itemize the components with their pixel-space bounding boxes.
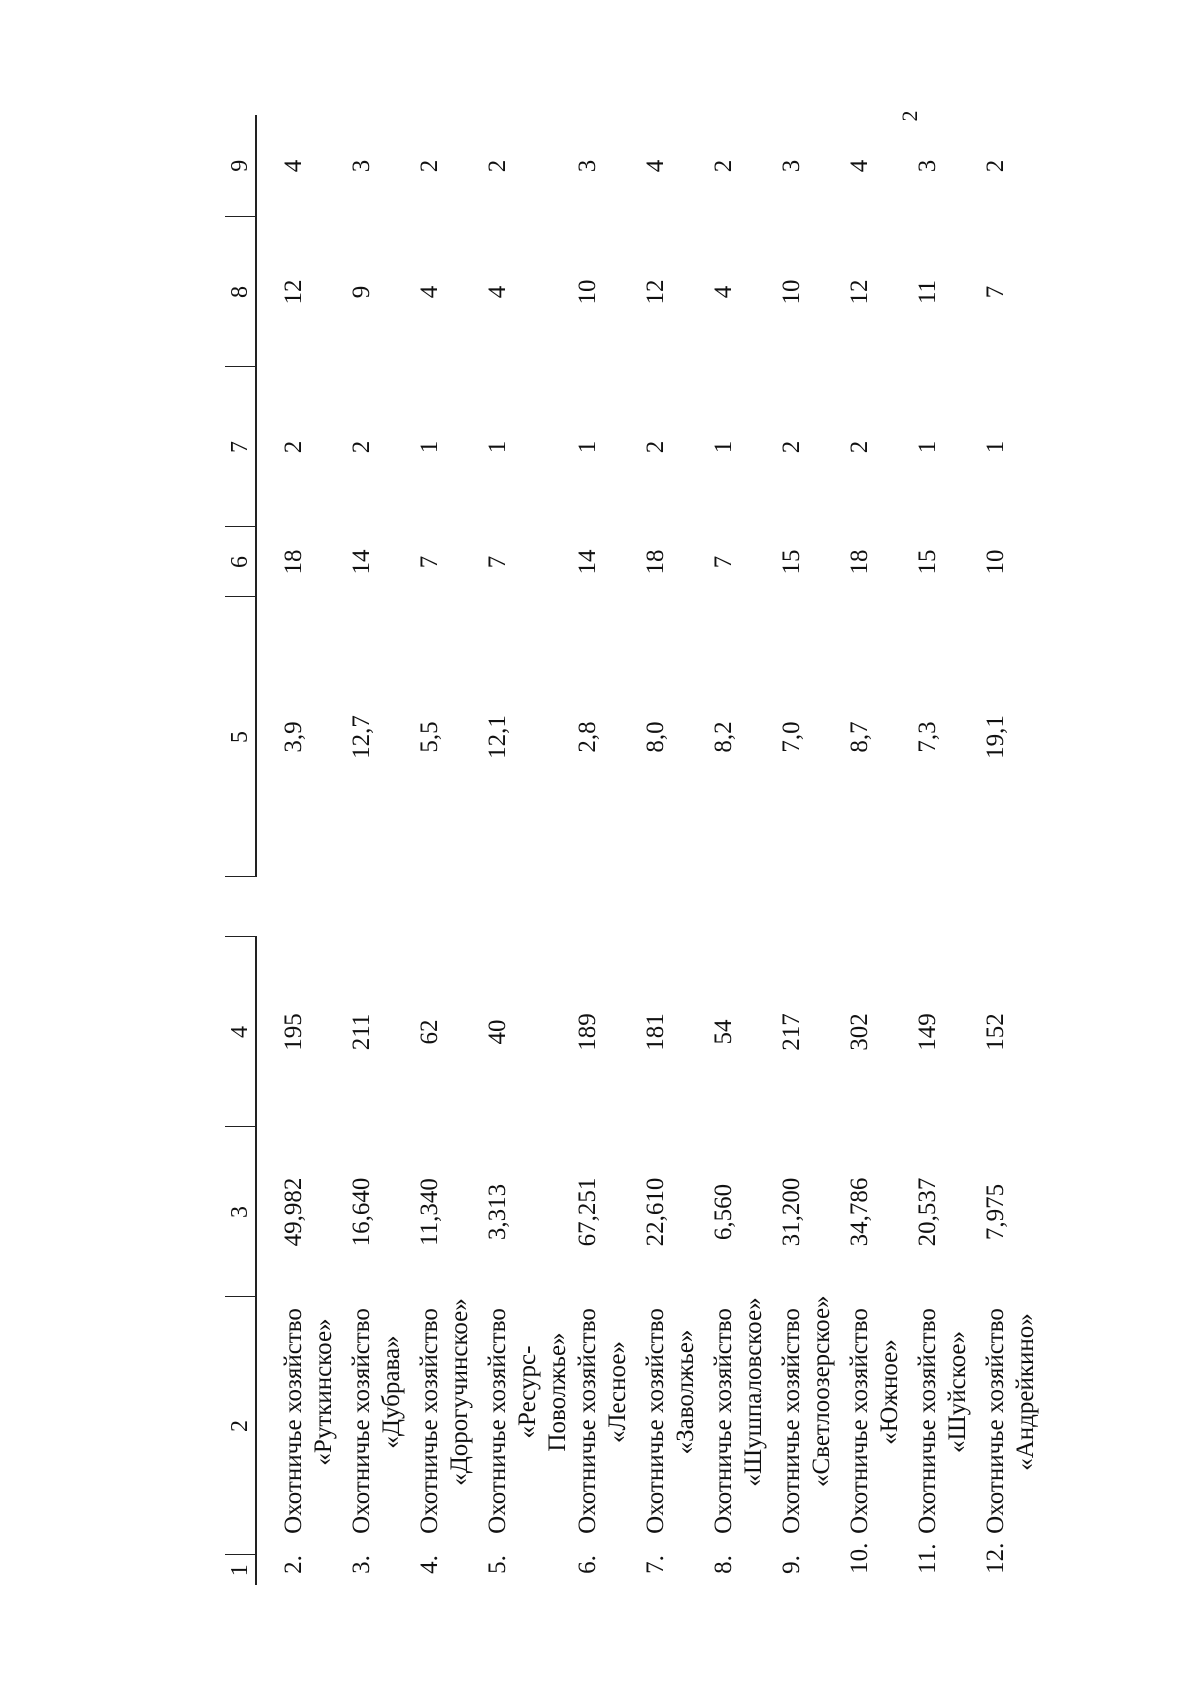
gap-cell: [573, 877, 641, 937]
col7-cell: 2: [642, 440, 669, 454]
farm-name-cell: [415, 1297, 483, 1585]
farm-name: «Руткинское»: [310, 1318, 337, 1466]
header-col-4: 4: [225, 937, 256, 1127]
farm-type: Охотничье хозяйство: [416, 1308, 443, 1534]
count-cell: 149: [914, 1013, 941, 1051]
area-cell: 11,340: [416, 1178, 443, 1246]
farm-type: Охотничье хозяйство: [710, 1308, 737, 1534]
area-cell: 31,200: [778, 1177, 805, 1247]
header-col-gap: [225, 877, 256, 937]
col7-cell: 1: [914, 440, 941, 454]
col9-cell: 2: [710, 159, 737, 173]
farm-type: Охотничье хозяйство: [280, 1308, 307, 1534]
col8-cell: 4: [710, 285, 737, 299]
farm-name: «Ресурс-Поволжье»: [514, 1332, 571, 1452]
gap-cell: [981, 877, 1049, 937]
header-row: [225, 115, 256, 1585]
gap-cell: [256, 877, 347, 937]
farm-type: Охотничье хозяйство: [484, 1308, 511, 1534]
farm-type: Охотничье хозяйство: [846, 1308, 873, 1534]
col7-cell: 1: [416, 440, 443, 454]
col6-cell: 7: [710, 555, 737, 569]
col6-cell: 14: [574, 549, 601, 575]
density-cell: 5,5: [416, 721, 443, 753]
col8-cell: 7: [982, 285, 1009, 299]
farm-name: «Заволжье»: [672, 1329, 699, 1455]
header-col-7: 7: [225, 367, 256, 527]
header-col-9: 9: [225, 115, 256, 217]
table-row: [709, 115, 777, 1585]
col8-cell: 12: [642, 279, 669, 305]
density-cell: 2,8: [574, 721, 601, 753]
col8-cell: 9: [348, 285, 375, 299]
header-col-1: 1: [225, 1555, 256, 1585]
row-index: 2.: [280, 1555, 307, 1574]
col8-cell: 4: [416, 285, 443, 299]
farm-name-cell: [777, 1297, 845, 1585]
count-cell: 195: [280, 1013, 307, 1051]
table-row: [347, 115, 415, 1585]
col9-cell: 3: [778, 159, 805, 173]
gap-cell: [483, 877, 573, 937]
area-cell: 67,251: [574, 1177, 601, 1247]
table-row: [415, 115, 483, 1585]
col7-cell: 1: [982, 440, 1009, 454]
col6-cell: 18: [280, 549, 307, 575]
table-row: [573, 115, 641, 1585]
header-col-6: 6: [225, 527, 256, 597]
gap-cell: [913, 877, 981, 937]
gap-cell: [415, 877, 483, 937]
density-cell: 8,2: [710, 721, 737, 753]
hunting-farms-table: [225, 115, 1049, 1585]
col6-cell: 14: [348, 549, 375, 575]
col6-cell: 15: [914, 549, 941, 575]
farm-name: «Шуйское»: [944, 1331, 971, 1453]
col9-cell: 3: [914, 159, 941, 173]
density-cell: 12,7: [348, 715, 375, 759]
col9-cell: 2: [416, 159, 443, 173]
count-cell: 302: [846, 1013, 873, 1051]
header-col-8: 8: [225, 217, 256, 367]
col7-cell: 2: [280, 440, 307, 454]
col6-cell: 10: [982, 549, 1009, 575]
farm-name-cell: [641, 1297, 709, 1585]
count-cell: 40: [484, 1019, 511, 1045]
density-cell: 7,3: [914, 721, 941, 753]
table-row: [777, 115, 845, 1585]
col6-cell: 18: [642, 549, 669, 575]
density-cell: 7,0: [778, 721, 805, 753]
table-body: [256, 115, 1049, 1585]
area-cell: 7,975: [982, 1183, 1009, 1241]
col9-cell: 2: [484, 159, 511, 173]
col6-cell: 15: [778, 549, 805, 575]
area-cell: 20,537: [914, 1177, 941, 1247]
farm-name: «Дорогучинское»: [446, 1298, 473, 1486]
rotated-table-container: [225, 115, 1039, 1585]
area-cell: 6,560: [710, 1183, 737, 1241]
farm-name-cell: [256, 1297, 347, 1585]
density-cell: 8,0: [642, 721, 669, 753]
area-cell: 3,313: [484, 1183, 511, 1241]
table-row: [845, 115, 913, 1585]
count-cell: 189: [574, 1013, 601, 1051]
page-number: 2: [897, 110, 922, 122]
table-row: [483, 115, 573, 1585]
col9-cell: 2: [982, 159, 1009, 173]
table-row: [981, 115, 1049, 1585]
farm-type: Охотничье хозяйство: [574, 1308, 601, 1534]
farm-name: «Светлоозерское»: [808, 1295, 835, 1487]
col6-cell: 7: [484, 555, 511, 569]
count-cell: 54: [710, 1019, 737, 1045]
density-cell: 3,9: [280, 721, 307, 753]
farm-name-cell: [347, 1297, 415, 1585]
count-cell: 152: [982, 1013, 1009, 1051]
col8-cell: 10: [778, 279, 805, 305]
col7-cell: 2: [846, 440, 873, 454]
col9-cell: 4: [280, 159, 307, 173]
row-index: 9.: [778, 1555, 805, 1574]
gap-cell: [641, 877, 709, 937]
gap-cell: [709, 877, 777, 937]
row-index: 3.: [348, 1555, 375, 1574]
count-cell: 62: [416, 1019, 443, 1045]
farm-type: Охотничье хозяйство: [642, 1308, 669, 1534]
col6-cell: 18: [846, 549, 873, 575]
header-col-2: 2: [225, 1297, 256, 1555]
col9-cell: 3: [574, 159, 601, 173]
col7-cell: 1: [710, 440, 737, 454]
density-cell: 12,1: [484, 715, 511, 759]
farm-type: Охотничье хозяйство: [348, 1308, 375, 1534]
gap-cell: [347, 877, 415, 937]
farm-name-cell: [845, 1297, 913, 1585]
col7-cell: 2: [348, 440, 375, 454]
col9-cell: 3: [348, 159, 375, 173]
density-cell: 19,1: [982, 715, 1009, 759]
table-row: [913, 115, 981, 1585]
count-cell: 211: [348, 1013, 375, 1051]
gap-cell: [845, 877, 913, 937]
table-row: [256, 115, 347, 1585]
farm-name-cell: [981, 1297, 1049, 1585]
col7-cell: 1: [484, 440, 511, 454]
row-index: 11.: [914, 1543, 941, 1574]
col8-cell: 4: [484, 285, 511, 299]
farm-name: «Андрейкино»: [1012, 1313, 1039, 1471]
farm-name-cell: [913, 1297, 981, 1585]
col7-cell: 1: [574, 440, 601, 454]
col7-cell: 2: [778, 440, 805, 454]
farm-name: «Лесное»: [604, 1341, 631, 1443]
row-index: 8.: [710, 1555, 737, 1574]
farm-name: «Южное»: [876, 1339, 903, 1445]
row-index: 7.: [642, 1555, 669, 1574]
farm-type: Охотничье хозяйство: [914, 1308, 941, 1534]
area-cell: 22,610: [642, 1177, 669, 1247]
col6-cell: 7: [416, 555, 443, 569]
farm-type: Охотничье хозяйство: [778, 1308, 805, 1534]
farm-name-cell: [709, 1297, 777, 1585]
header-col-3: 3: [225, 1127, 256, 1297]
density-cell: 8,7: [846, 721, 873, 753]
row-index: 10.: [846, 1542, 873, 1574]
area-cell: 16,640: [348, 1177, 375, 1247]
count-cell: 181: [642, 1013, 669, 1051]
area-cell: 49,982: [280, 1177, 307, 1247]
farm-name-cell: [483, 1297, 573, 1585]
col9-cell: 4: [642, 159, 669, 173]
col8-cell: 10: [574, 279, 601, 305]
count-cell: 217: [778, 1013, 805, 1051]
header-col-5: 5: [225, 597, 256, 877]
farm-name: «Дубрава»: [378, 1335, 405, 1449]
col8-cell: 12: [280, 279, 307, 305]
gap-cell: [777, 877, 845, 937]
area-cell: 34,786: [846, 1177, 873, 1247]
row-index: 4.: [416, 1555, 443, 1574]
row-index: 5.: [484, 1555, 511, 1574]
row-index: 6.: [574, 1555, 601, 1574]
col8-cell: 12: [846, 279, 873, 305]
table-row: [641, 115, 709, 1585]
farm-name: «Шушпаловское»: [740, 1297, 767, 1487]
row-index: 12.: [982, 1542, 1009, 1574]
col9-cell: 4: [846, 159, 873, 173]
farm-name-cell: [573, 1297, 641, 1585]
farm-type: Охотничье хозяйство: [982, 1308, 1009, 1534]
col8-cell: 11: [914, 279, 941, 305]
